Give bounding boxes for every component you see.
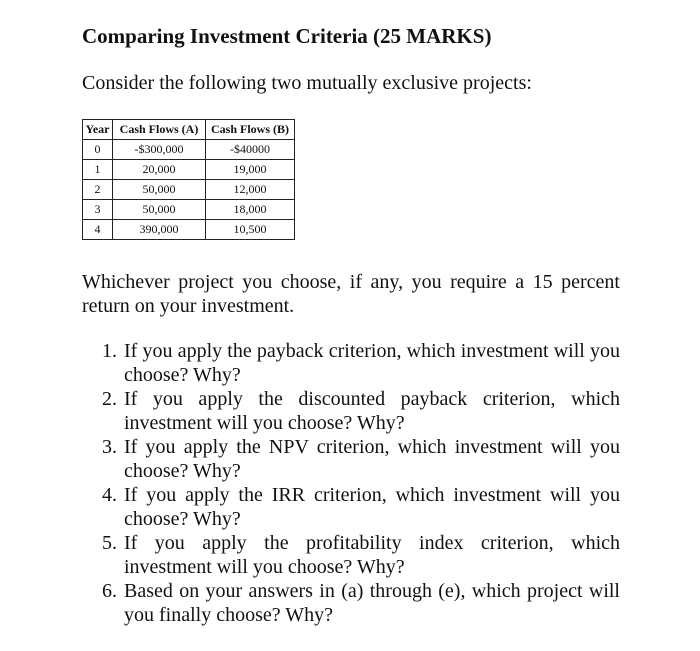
- question-list: [102, 340, 620, 628]
- question-number: 6.: [102, 580, 117, 602]
- question-number: 3.: [102, 436, 117, 458]
- question-text: If you apply the NPV criterion, which investment will you choose? Why?: [124, 436, 620, 482]
- question-text: If you apply the discounted payback criterion, which investment will you choose? Why?: [124, 388, 620, 434]
- question-number: 2.: [102, 388, 117, 410]
- cell-cash-flow-a: 50,000: [113, 180, 206, 200]
- cell-year: 4: [83, 220, 113, 240]
- table-row: [83, 200, 295, 220]
- header-cash-flows-a: Cash Flows (A): [113, 120, 206, 140]
- question-number: 1.: [102, 340, 117, 362]
- intro-text: Consider the following two mutually exclusive projects:: [82, 72, 532, 94]
- cell-year: 1: [83, 160, 113, 180]
- cell-year: 0: [83, 140, 113, 160]
- question-number: 4.: [102, 484, 117, 506]
- table-row: [83, 220, 295, 240]
- cell-cash-flow-a: 20,000: [113, 160, 206, 180]
- question-text: If you apply the IRR criterion, which investment will you choose? Why?: [124, 484, 620, 530]
- question-text: If you apply the profitability index criterion, which investment will you choose? Why?: [124, 532, 620, 578]
- cell-cash-flow-a: 390,000: [113, 220, 206, 240]
- table-row: [83, 180, 295, 200]
- cash-flow-table: [82, 119, 295, 240]
- header-year: Year: [83, 120, 113, 140]
- cell-cash-flow-a: -$300,000: [113, 140, 206, 160]
- question-text: Based on your answers in (a) through (e), which project will you finally choose? Why?: [124, 580, 620, 626]
- cell-year: 2: [83, 180, 113, 200]
- question-text: If you apply the payback criterion, which investment will you choose? Why?: [124, 340, 620, 386]
- cell-cash-flow-b: 18,000: [206, 200, 295, 220]
- question-item: [102, 436, 620, 483]
- cell-cash-flow-b: 12,000: [206, 180, 295, 200]
- cell-year: 3: [83, 200, 113, 220]
- question-item: [102, 484, 620, 531]
- cell-cash-flow-b: 19,000: [206, 160, 295, 180]
- cell-cash-flow-b: -$40000: [206, 140, 295, 160]
- table-row: [83, 160, 295, 180]
- cell-cash-flow-a: 50,000: [113, 200, 206, 220]
- page-title: Comparing Investment Criteria (25 MARKS): [82, 24, 492, 48]
- question-item: [102, 340, 620, 387]
- question-item: [102, 388, 620, 435]
- cell-cash-flow-b: 10,500: [206, 220, 295, 240]
- header-cash-flows-b: Cash Flows (B): [206, 120, 295, 140]
- table-row: [83, 140, 295, 160]
- question-item: [102, 532, 620, 579]
- question-item: [102, 580, 620, 627]
- table-header-row: [83, 120, 295, 140]
- required-return-paragraph: Whichever project you choose, if any, you require a 15 percent return on your investment.: [82, 271, 620, 317]
- question-number: 5.: [102, 532, 117, 554]
